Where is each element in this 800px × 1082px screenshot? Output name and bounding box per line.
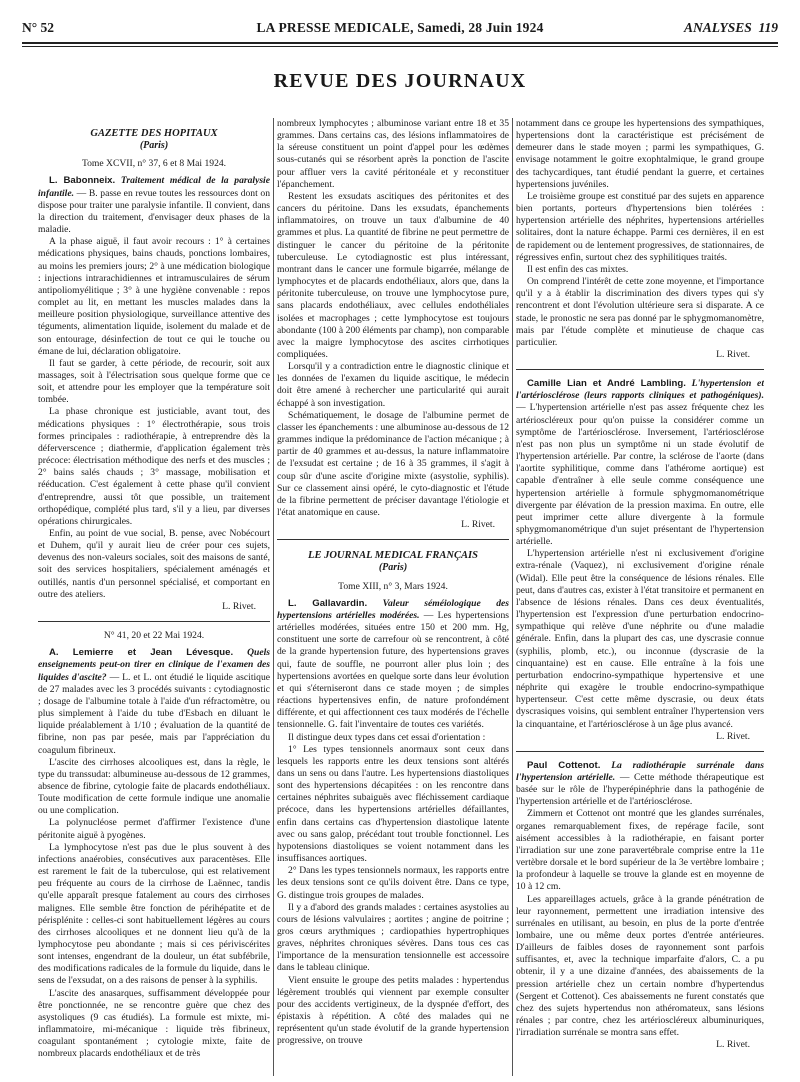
article-paragraph: 2° Dans les types tensionnels normaux, les rapports entre les deux tensions sont ce qu'ils doivent être. Dans ce type, G. distingue trois groupes de malades. bbox=[277, 865, 509, 901]
article-paragraph: La phase chronique est justiciable, avant tout, des médications physiques : 1° électrothérapie, sous trois formes principales : radiothérapie, à entreprendre dès la déferverscence ; diathermie, d'application également très précoce: électrisation méthodique des nerfs et des muscles ; 2° bains salés chauds ; 3° massage, mobilisation et rééducation. C'est également à cette phase qu'il convient d'entreprendre, aussi tôt que possible, un traitement orthopédique, complété plus tard, s'il y a lieu, par diverses opérations chirurgicales. bbox=[38, 406, 270, 527]
issue-number: N° 52 bbox=[22, 20, 55, 35]
article-paragraph: Vient ensuite le groupe des petits malades : hypertendus légèrement troublés qui viennent par exemple consulter pour des accidents vertigineux, de la dyspnée d'effort, des épistaxis à répétition. A côté des malades qui ne représentent qu'un stade évolutif de la grande hypertension progressive, on trouve bbox=[277, 974, 509, 1047]
journal-issue: Tome XIII, n° 3, Mars 1924. bbox=[338, 580, 448, 592]
section-page bbox=[684, 18, 778, 38]
article-title: Valeur séméiologique des hypertensions artérielles modérées. bbox=[277, 597, 509, 621]
article-paragraph: nombreux lymphocytes ; albuminose variant entre 18 et 35 grammes. Dans certains cas, des lésions inflammatoires de la séreuse constituent un point d'appel pour les œdèmes sous-cutanés qui se résorbent après la ponction de l'ascite pour affluer vers la cavité péritonéale et y reconstituer l'épanchement. bbox=[277, 118, 509, 190]
column-divider bbox=[273, 118, 274, 1076]
journal-issue: Tome XCVII, n° 37, 6 et 8 Mai 1924. bbox=[81, 158, 227, 170]
article-paragraph: Restent les exsudats ascitiques des péritonites et des cancers du péritoine. Dans les exsudats, épanchements inflammatoires, on trouve un taux d'albumine de 40 grammes et plus. La quantité de fibrine ne peut permettre de distinguer le cancer du péritoine de la péritonite tuberculeuse. Le cytodiagnostic est plus intéressant, montrant dans le cancer une formule bigarrée, mélange de lymphocytes et de placards endothéliaux, alors que, dans la péritonite tuberculeuse, on trouve une lymphocytose pure, sans placards endothéliaux, avec cellules endothéliales isolées et macrophages ; cette lymphocytose est toujours abondante (100 à 200 éléments par champ), non comparable avec la maigre lymphocytose des ascites cirrhotiques compliquées. bbox=[277, 190, 509, 360]
column-2 bbox=[277, 118, 509, 1076]
article-paragraph: Le troisième groupe est constitué par des sujets en apparence bien portants, porteurs d'hypertensions bien tolérées : hypertension artérielle des néphrites, hypertensions artérielles solitaires, dont la nature échappe. Parmi ces dernières, il en est de rapidement ou de lentement progressives, de stationnaires, de régressives enfin, surtout chez des syphilitiques traités. bbox=[516, 190, 764, 263]
article-title: Traitement médical de la paralysie infantile. bbox=[38, 175, 270, 199]
column-3 bbox=[516, 118, 764, 1076]
article-paragraph: Schématiquement, le dosage de l'albumine permet de classer les épanchements : une albuminose au-dessous de 12 grammes indique la prédominance de l'action mécanique ; à partir de 40 grammes et au-dessus, la nature inflammatoire de l'exsudat est certaine ; de 16 à 35 grammes, il s'agit à coup sûr d'une ascite d'origine mixte (asystolie, syphilis). Sur ce classement ainsi opéré, le cyto-diagnostic et l'étude de la fibrine permettent de préciser davantage l'étiologie et l'état anatomique en cause. bbox=[277, 409, 509, 518]
article-lead bbox=[516, 760, 764, 809]
page-number: 119 bbox=[758, 20, 778, 35]
article-signature: L. Rivet. bbox=[716, 1039, 750, 1051]
article-lead bbox=[277, 598, 509, 732]
article-paragraph: Il est enfin des cas mixtes. bbox=[527, 263, 629, 275]
article-lead bbox=[38, 647, 270, 756]
article-signature: L. Rivet. bbox=[716, 348, 750, 360]
article-paragraph: Il faut se garder, à cette période, de recourir, soit aux massages, soit à l'électrisation sous quelque forme que ce soit, et attendre pour les employer que la température soit tombée. bbox=[38, 357, 270, 406]
article-author: Camille Lian et André Lambling. bbox=[527, 378, 686, 390]
article-paragraph: 1° Les types tensionnels anormaux sont ceux dans lesquels les rapports entre les deux tensions sont altérés dans un sens ou dans l'autre. Les hypertensions diastoliques sont des hypertensions décapitées : on les rencontre dans certaines néphrites subaiguës avec fléchissement cardiaque précoce, dans les hypertensions artérielles défaillantes, enfin dans certains cas d'hypertension diastolique latente avec ou sans galop, précédant tout trouble fonctionnel. Les hypotensions diastoliques se voient notamment dans les insuffisances aortiques. bbox=[277, 743, 509, 865]
article-author: L. Babonneix. bbox=[49, 175, 116, 187]
column-1 bbox=[38, 118, 270, 1076]
article-paragraph: L'ascite des anasarques, suffisamment développée pour être ponctionnée, ne se rencontre guère que chez des asystoliques (9 cas étudiés). La formule est mixte, mi-inflammatoire, mi-mécanique : liquide très fibrineux, coagulant spontanément ; cytologie mixte, faite de nombreux placards endothéliaux et de très bbox=[38, 987, 270, 1060]
article-text: — Cette méthode thérapeutique est basée sur le rôle de l'hyperépinéphrie dans la pathogénie de l'hypertension artérielle et de l'artériosclérose. bbox=[516, 771, 764, 808]
article-paragraph: Il distingue deux types dans cet essai d'orientation : bbox=[288, 731, 486, 743]
journal-name: LE JOURNAL MEDICAL FRANÇAIS bbox=[308, 550, 478, 562]
article-signature: L. Rivet. bbox=[716, 730, 750, 742]
journal-place: (Paris) bbox=[378, 562, 408, 574]
article-author: A. Lemierre et Jean Lévesque. bbox=[49, 647, 234, 659]
article-title: Quels enseignements peut-on tirer en clinique de l'examen des liquides d'ascite? bbox=[38, 647, 270, 683]
header-rule-thick bbox=[22, 42, 778, 44]
article-paragraph: notamment dans ce groupe les hypertensions des sympathiques, hypertensions dont la caractéristique est précisément de demeurer dans le stade moyen ; parmi les sympathiques, G. envisage notamment le goitre exophtalmique, le grand groupe des tachycardiques, tant étudié pendant la guerre, et certaines hypertensions juvéniles. bbox=[516, 118, 764, 190]
article-signature: L. Rivet. bbox=[222, 600, 256, 612]
article-paragraph: L'hypertension artérielle n'est ni exclusivement d'origine extra-rénale (Vaquez), ni exclusivement d'origine rénale (Widal). Elle peut être la conséquence de lésions rénales. Elle peut, dans d'autres cas, exister à l'état transitoire et permanent en l'absence de lésions rénales. Dans ces deux éventualités, l'hypertension est l'expression d'une perturbation endocrino-sympathique qui relève d'une néphrite ou d'une maladie générale. Enfin, dans la plupart des cas, une dyscrasie connue (syphilis, plomb, etc.), ou inconnue (dyscrasie de la cinquantaine) est en cause. Elle entraîne à la fois une perturbation endocrino-sympathique hypertensive et une néphrite qui exagère le trouble endocrino-sympathique hypertenseur. C'est cette même dyscrasie, ou deux états dyscrasiques voisins, qui semblent entraîner l'hypertension vers la cinquantaine, et l'artériosclérose à un âge plus avancé. bbox=[516, 548, 764, 730]
column-divider bbox=[512, 118, 513, 1076]
journal-issue: N° 41, 20 et 22 Mai 1924. bbox=[103, 630, 205, 642]
article-paragraph: L'ascite des cirrhoses alcooliques est, dans la règle, le type du transsudat: albumineuse au-dessous de 12 grammes, absence de fibrine, cytologie faite de placards endothéliaux. Toute modification de cette formule indique une anomalie ou une complication. bbox=[38, 756, 270, 817]
separator bbox=[516, 751, 764, 752]
article-paragraph: Zimmern et Cottenot ont montré que les glandes surrénales, organes remarquablement fixes, de repérage facile, sont aisément accessibles à la radiothérapie, en faisant porter l'irradiation sur une zone paravertébrale comprise entre la 11e vertèbre dorsale et le bord supérieur de la 3e vertèbre lombaire ; la profondeur à laquelle se trouve la glande est en moyenne de 10 à 12 cm. bbox=[516, 808, 764, 893]
article-paragraph: La lymphocytose n'est pas due le plus souvent à des infections anaérobies, consécutives aux paracentèses. Elle est rarement le fait de la tuberculose, qui est relativement peu fréquente au cours de la cirrhose de Laënnec, tandis qu'elle apparaît presque fatalement au cours des cirrhoses malignes. Elle semble être fonction de périhépatite et de périsplénite : celles-ci sont habituellement légères au cours des cirrhoses alcooliques et ne donnent lieu qu'à de la lymphocytose peu abondante ; mais si ces périviscérites sont intenses, engendrant de la douleur, un état subfébrile, des modifications radicales de la formule du liquide, dans le sens de l'exsudat, on a des raisons de penser à la syphilis. bbox=[38, 841, 270, 987]
newspaper-title: LA PRESSE MEDICALE, Samedi, 28 Juin 1924 bbox=[256, 20, 544, 35]
article-paragraph: Enfin, au point de vue social, B. pense, avec Nobécourt et Duhem, qu'il y aurait lieu de créer pour ces sujets, devenus des non-valeurs sociales, soit des maisons de santé, soit des services hospitaliers, spécialement aménagés et outillés, nantis d'un personnel spécialisé, et comportant en outre des ateliers. bbox=[38, 528, 270, 600]
separator bbox=[516, 369, 764, 370]
journal-place: (Paris) bbox=[139, 140, 169, 152]
section-title: REVUE DES JOURNAUX bbox=[273, 70, 527, 92]
article-paragraph: On comprend l'intérêt de cette zone moyenne, et l'importance qu'il y a à établir la discrimination des divers types qui s'y rencontrent et dont l'évolution ultérieure sera si disparate. A ce stade, le pronostic ne sera pas donné par le sphygmomanomètre, mais par l'étude complète et minutieuse de chaque cas particulier. bbox=[516, 276, 764, 348]
article-paragraph: Les appareillages actuels, grâce à la grande pénétration de leur rayonnement, permettent une irradiation intensive des surrénales en utilisant, au besoin, en plus de la porte d'entrée lombaire, une ou même deux portes d'entrée antérieures. D'ailleurs de faibles doses de rayonnement sont parfois suffisantes, et, avec la technique imparfaite d'alors, C. a pu obtenir, il y a une dizaine d'années, des abaissements de la pression artérielle chez un certain nombre d'hypertendus (Sergent et Cottenot). Ces abaissements ne furent constatés que chez des sujets hypertendus non athéromateux, sans lésions rénales ; par contre, chez les artérioscléreux albuminuriques, l'irradiation surrénale se montra sans effet. bbox=[516, 893, 764, 1039]
article-text: — Les hypertensions artérielles modérées, situées entre 150 et 200 mm. Hg, constituent une sorte de carrefour où se rencontrent, à côté de la grande hypertension future, des hypertensions graves qui, faute de souffle, ne pourront aller plus loin ; des hypertensions avortées en quelque sorte dans leur évolution et qui s'éterniseront dans ce stade moyen ; de simples réactions hypertensives enfin, de nature profondément différente, et qui affectionnent ces taux modérés de l'échelle tensionnelle. G. fait l'inventaire de toutes ces variétés. bbox=[277, 609, 509, 731]
article-paragraph: A la phase aiguë, il faut avoir recours : 1° à certaines médications physiques, bains chauds, ponctions lombaires, au moins les premiers jours; 2° à une médication biologique : injections intrarachidiennes et intramusculaires de sérum antipoliomyélitique ; 3° à une hygiène convenable : repos complet au lit, en mettant les muscles malades dans la meilleure position physiologique, surveillance attentive des téguments, alimentation liquide, isolement du malade et de son entourage, désinfection de tout ce qui le touche ou émane de lui, déclaration obligatoire. bbox=[38, 236, 270, 357]
article-lead bbox=[38, 175, 270, 236]
running-header bbox=[22, 18, 778, 38]
article-paragraph: Lorsqu'il y a contradiction entre le diagnostic clinique et les données de l'examen du liquide ascitique, le médecin doit être amené à rechercher une particularité qui aurait échappé à son investigation. bbox=[277, 361, 509, 409]
article-text: — B. passe en revue toutes les ressources dont on dispose pour traiter une paralysie infantile. Il convient, dans la direction du traitement, d'envisager deux phases de la maladie. bbox=[38, 187, 270, 236]
article-title: La radiothérapie surrénale dans l'hypertension artérielle. bbox=[516, 759, 764, 783]
journal-name: GAZETTE DES HOPITAUX bbox=[90, 128, 218, 139]
article-text: — L'hypertension artérielle n'est pas assez fréquente chez les artérioscléreux pour qu'on puisse la considérer comme un symptôme de l'artériosclérose. Inversement, l'artériosclérose n'est pas non plus un symptôme ni un stade évolutif de l'hypertension artérielle. Par contre, la sclérose de l'aorte (dans l'aortite syphilitique, comme dans l'athérome aortique) est capable d'entraîner à elle seule comme conséquence une hypertension artérielle à formule sphygmomanométrique divergente par élévation de la pression maxima. En outre, elle peut imprimer cette allure divergente à la formule sphygmomanométrique d'un sujet présentant de l'hypertension artérielle. bbox=[516, 402, 764, 548]
article-author: L. Gallavardin. bbox=[288, 597, 368, 609]
article-paragraph: Il y a d'abord des grands malades : certaines asystolies au cours de lésions valvulaires ; aortites ; angine de poitrine ; gros cœurs arythmiques ; cardiopathies hypertrophiques graves, néphrites chroniques sévères. Dans tous ces cas l'importance de la mensuration tensionnelle est accessoire dans le tableau clinique. bbox=[277, 901, 509, 974]
header-rule-thin bbox=[22, 46, 778, 47]
article-paragraph: La polynucléose permet d'affirmer l'existence d'une péritonite aiguë à pyogènes. bbox=[38, 817, 270, 841]
separator bbox=[277, 539, 509, 540]
article-signature: L. Rivet. bbox=[461, 519, 495, 531]
article-text: — L. et L. ont étudié le liquide ascitique de 27 malades avec les 3 procédés suivants : cytodiagnostic ; dosage de l'albumine totale à l'aide d'un réfractomètre, ou plus simplement à l'aide du tube d'Esbach en diluant le liquide préalablement à 1/10 ; évaluation de la quantité de fibrine, non pas par pesée, mais par l'appréciation du coagulum fibrineux. bbox=[38, 671, 270, 756]
article-author: Paul Cottenot. bbox=[527, 759, 601, 771]
article-title: L'hypertension et l'artériosclérose (leurs rapports cliniques et pathogéniques). bbox=[516, 378, 764, 402]
section-label: ANALYSES bbox=[683, 20, 752, 35]
article-lead bbox=[516, 378, 764, 548]
separator bbox=[38, 621, 270, 622]
